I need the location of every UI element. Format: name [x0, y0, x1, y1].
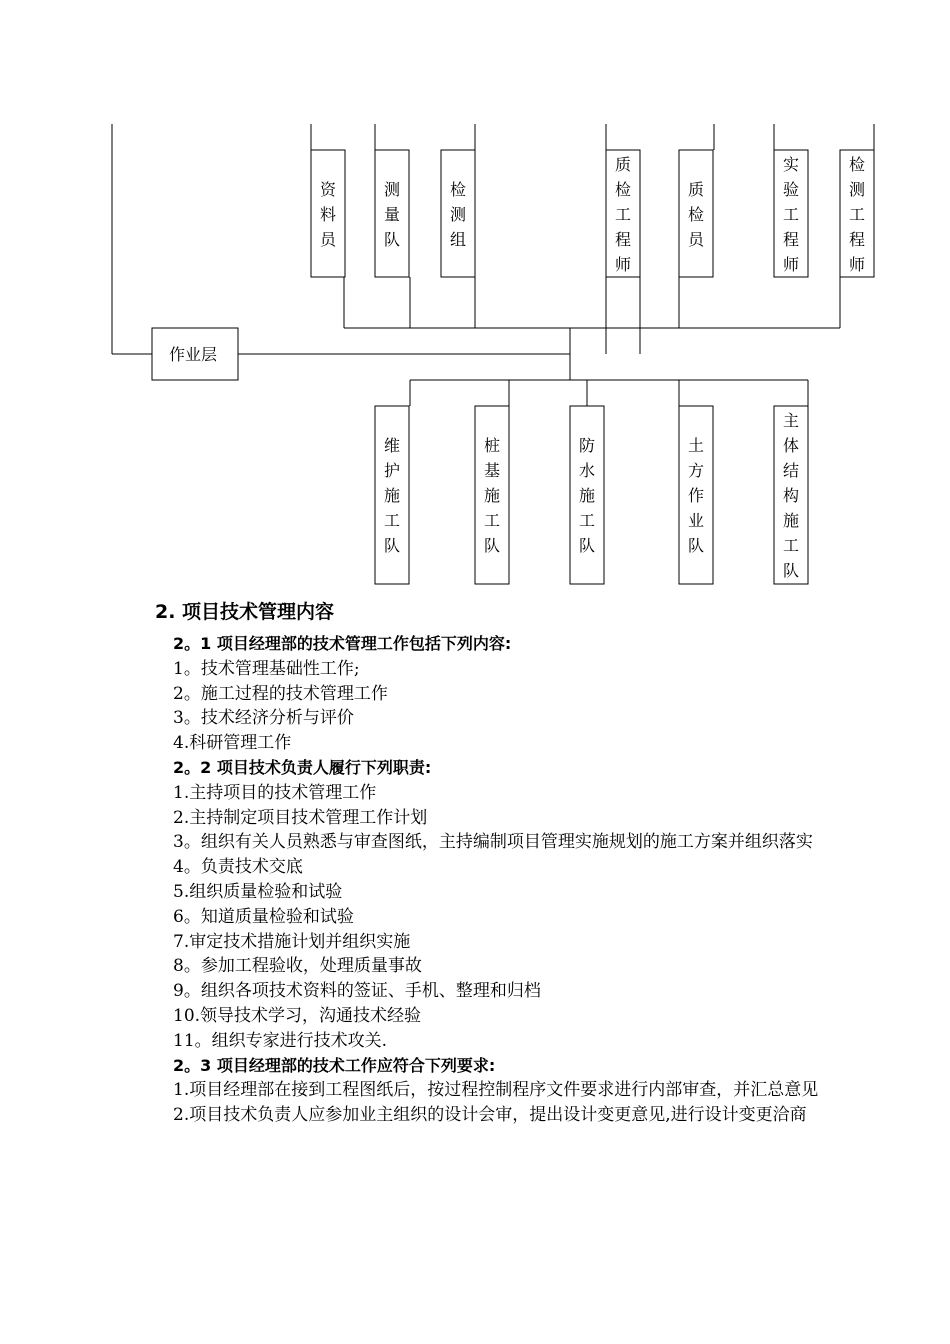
list-item: 11。组织专家进行技术攻关.	[173, 1030, 388, 1051]
org-box-lower-3: 土 方 作 业 队	[687, 436, 704, 555]
org-box-lower-2: 防 水 施 工 队	[578, 436, 595, 555]
org-box-upper-4: 质 检 员	[687, 180, 704, 249]
list-item: 6。知道质量检验和试验	[173, 906, 354, 927]
org-box-layer: 作业层	[169, 345, 218, 364]
section-title: 2. 项目技术管理内容	[155, 601, 335, 623]
list-item: 3。技术经济分析与评价	[173, 708, 354, 729]
list-item: 1.项目经理部在接到工程图纸后，按过程控制程序文件要求进行内部审查，并汇总意见	[173, 1080, 819, 1101]
list-item: 7.审定技术措施计划并组织实施	[173, 931, 411, 952]
org-box-upper-6: 检 测 工 程 师	[848, 155, 865, 274]
list-item: 3。组织有关人员熟悉与审查图纸，主持编制项目管理实施规划的施工方案并组织落实	[173, 832, 813, 853]
org-box-upper-0: 资 料 员	[319, 180, 336, 249]
list-item: 2.主持制定项目技术管理工作计划	[173, 807, 428, 828]
list-item: 2。施工过程的技术管理工作	[173, 683, 388, 704]
org-box-upper-2: 检 测 组	[449, 180, 466, 249]
list-item: 2.项目技术负责人应参加业主组织的设计会审，提出设计变更意见,进行设计变更洽商	[173, 1105, 807, 1126]
org-box-lower-0: 维 护 施 工 队	[383, 436, 400, 555]
list-item: 4。负责技术交底	[173, 857, 303, 878]
org-box-upper-1: 测 量 队	[383, 180, 400, 249]
org-box-upper-3: 质 检 工 程 师	[614, 155, 631, 274]
list-item: 8。参加工程验收，处理质量事故	[173, 956, 422, 977]
list-item: 4.科研管理工作	[173, 733, 292, 754]
org-box-lower-1: 桩 基 施 工 队	[483, 436, 500, 555]
list-item: 1。技术管理基础性工作;	[173, 658, 360, 679]
subsection-heading: 2。3 项目经理部的技术工作应符合下列要求:	[173, 1055, 496, 1075]
list-item: 1.主持项目的技术管理工作	[173, 782, 377, 803]
subsection-heading: 2。2 项目技术负责人履行下列职责:	[173, 757, 432, 777]
list-item: 9。组织各项技术资料的签证、手机、整理和归档	[173, 981, 541, 1002]
document-body	[155, 598, 823, 1128]
list-item: 5.组织质量检验和试验	[173, 881, 343, 902]
org-box-upper-5: 实 验 工 程 师	[782, 155, 799, 274]
org-box-lower-4: 主 体 结 构 施 工 队	[782, 411, 799, 580]
list-item: 10.领导技术学习，沟通技术经验	[173, 1005, 422, 1026]
subsection-heading: 2。1 项目经理部的技术管理工作包括下列内容:	[173, 634, 512, 653]
